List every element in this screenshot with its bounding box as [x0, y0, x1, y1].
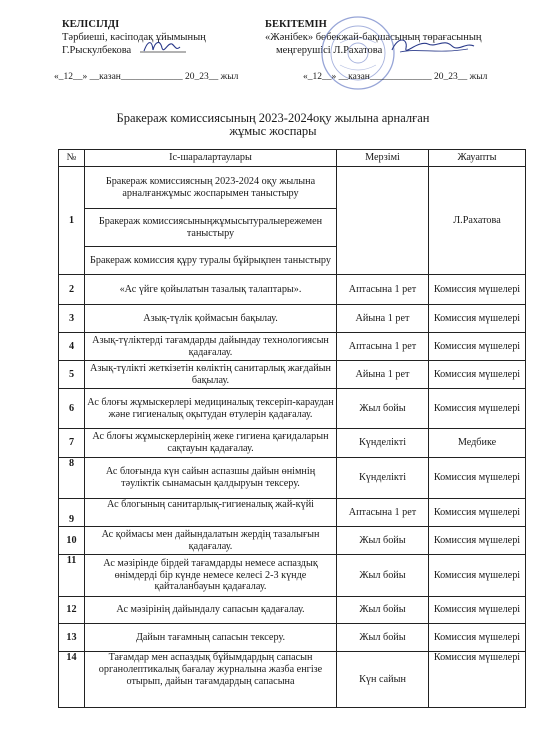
- row-number: 9: [59, 499, 85, 527]
- row-responsible: Комиссия мүшелері: [429, 499, 526, 527]
- row-task: Азық-түлік қоймасын бақылау.: [85, 305, 337, 333]
- table-row: [59, 333, 526, 361]
- row-term: Айына 1 рет: [337, 305, 429, 333]
- col-header-activity: Іс-шаралартаулары: [85, 150, 337, 167]
- approved-line2: меңгерушісі Л.Рахатова: [276, 45, 383, 56]
- agreed-title: КЕЛІСІЛДІ: [62, 19, 120, 30]
- table-row: [59, 305, 526, 333]
- row-term: Жыл бойы: [337, 555, 429, 597]
- document-title: [0, 112, 546, 138]
- row-task: Дайын тағамның сапасын тексеру.: [85, 624, 337, 652]
- row-number: 12: [59, 597, 85, 624]
- right-signature-image: [388, 34, 478, 58]
- row-term: Айына 1 рет: [337, 361, 429, 389]
- row-responsible: Комиссия мүшелері: [429, 527, 526, 555]
- table-row: [59, 527, 526, 555]
- row-task: Азық-түліктерді тағамдарды дайындау технологиясын қадағалау.: [85, 333, 337, 361]
- row-task: Тағамдар мен аспаздық бұйымдардың сапасын органолептикалық бағалау журналына жазба енгізе отырып, дайын тағамдардың сапасына: [85, 652, 337, 708]
- row-responsible: Комиссия мүшелері: [429, 361, 526, 389]
- row-responsible: Комиссия мүшелері: [429, 597, 526, 624]
- table-row: [59, 361, 526, 389]
- document-title-line1: Бракераж комиссиясының 2023-2024оқу жылына арналған: [116, 111, 430, 125]
- row-number: 6: [59, 389, 85, 429]
- agreed-line1: Тәрбиеші, кәсіподақ ұйымының: [62, 32, 206, 43]
- row-task: Ас мәзірінде бірдей тағамдарды немесе аспаздық өнімдерді бір күнде немесе келесі 2-3 күнде қайталанбауын қадағалау.: [85, 555, 337, 597]
- row-task: Ас қоймасы мен дайындалатын жердің тазалығын қадағалау.: [85, 527, 337, 555]
- row-term: Күнделікті: [337, 429, 429, 458]
- document-title-line2: жұмыс жоспары: [229, 124, 317, 138]
- table-row: [59, 167, 526, 209]
- table-header-row: [59, 150, 526, 167]
- row-number: 3: [59, 305, 85, 333]
- work-plan-table: [58, 149, 526, 708]
- row-term: Аптасына 1 рет: [337, 333, 429, 361]
- row-task: Ас блоғы жұмыскерлерінің жеке гигиена қағидаларын сақтауын қадағалау.: [85, 429, 337, 458]
- row-task: Азық-түлікті жеткізетін көліктің санитарлық жағдайын бақылау.: [85, 361, 337, 389]
- agreed-date: «_12__» __казан_____________ 20_23__ жыл: [54, 72, 239, 82]
- row-term: Жыл бойы: [337, 527, 429, 555]
- row-number: 11: [59, 555, 85, 597]
- row-number: 14: [59, 652, 85, 708]
- row-term: [337, 167, 429, 275]
- row-task: Ас мәзірінің дайындалу сапасын қадағалау.: [85, 597, 337, 624]
- col-header-term: Мерзімі: [337, 150, 429, 167]
- row-number: 1: [59, 167, 85, 275]
- row-term: Күнделікті: [337, 458, 429, 499]
- row-responsible: Комиссия мүшелері: [429, 624, 526, 652]
- col-header-number: №: [59, 150, 85, 167]
- approved-date: «_12__» __казан_____________ 20_23__ жыл: [303, 72, 488, 82]
- row-term: Аптасына 1 рет: [337, 499, 429, 527]
- row-number: 8: [59, 458, 85, 499]
- row-number: 4: [59, 333, 85, 361]
- row-responsible: Комиссия мүшелері: [429, 652, 526, 708]
- row-number: 10: [59, 527, 85, 555]
- row-task: Ас блогының санитарлық-гигиеналық жай-күйі: [85, 499, 337, 527]
- table-row: [59, 429, 526, 458]
- row-responsible: Комиссия мүшелері: [429, 555, 526, 597]
- row-responsible: Л.Рахатова: [429, 167, 526, 275]
- table-row: [59, 652, 526, 708]
- row-responsible: Комиссия мүшелері: [429, 458, 526, 499]
- row-term: Жыл бойы: [337, 389, 429, 429]
- approved-line1: «Жәнібек» бөбекжай-бақшасының төрағасының: [265, 32, 482, 43]
- row-term: Жыл бойы: [337, 624, 429, 652]
- row-responsible: Комиссия мүшелері: [429, 389, 526, 429]
- row-task: Ас блоғында күн сайын аспазшы дайын өнімнің тәуліктік сынамасын қалдыруын тексеру.: [85, 458, 337, 499]
- row-term: Жыл бойы: [337, 597, 429, 624]
- row-task: Ас блоғы жұмыскерлері медициналық тексеріп-караудан және гигиеналық оқытудан өтулерін қадағалау.: [85, 389, 337, 429]
- table-row: [59, 597, 526, 624]
- table-row: [59, 389, 526, 429]
- row-responsible: Комиссия мүшелері: [429, 305, 526, 333]
- agreed-line2: Г.Рыскулбекова: [62, 45, 132, 56]
- row-task: Бракераж комиссиясның 2023-2024 оқу жылына арналғанжұмыс жоспарымен таныстыру: [85, 167, 337, 209]
- table-row: [59, 458, 526, 499]
- row-responsible: Комиссия мүшелері: [429, 333, 526, 361]
- table-row: [59, 555, 526, 597]
- row-number: 2: [59, 275, 85, 305]
- row-number: 13: [59, 624, 85, 652]
- table-row: [59, 624, 526, 652]
- col-header-responsible: Жауапты: [429, 150, 526, 167]
- row-task: «Ас үйге қойылатын тазалық талаптары».: [85, 275, 337, 305]
- row-task: Бракераж комиссия құру туралы бұйрықпен таныстыру: [85, 247, 337, 275]
- row-term: Аптасына 1 рет: [337, 275, 429, 305]
- left-signature-image: [140, 36, 190, 58]
- row-responsible: Комиссия мүшелері: [429, 275, 526, 305]
- row-number: 7: [59, 429, 85, 458]
- row-term: Күн сайын: [337, 652, 429, 708]
- approved-title: БЕКІТЕМІН: [265, 19, 327, 30]
- row-number: 5: [59, 361, 85, 389]
- table-row: [59, 499, 526, 527]
- row-task: Бракераж комиссиясыныңжұмысытуралыережемен таныстыру: [85, 209, 337, 247]
- row-responsible: Медбике: [429, 429, 526, 458]
- table-row: [59, 275, 526, 305]
